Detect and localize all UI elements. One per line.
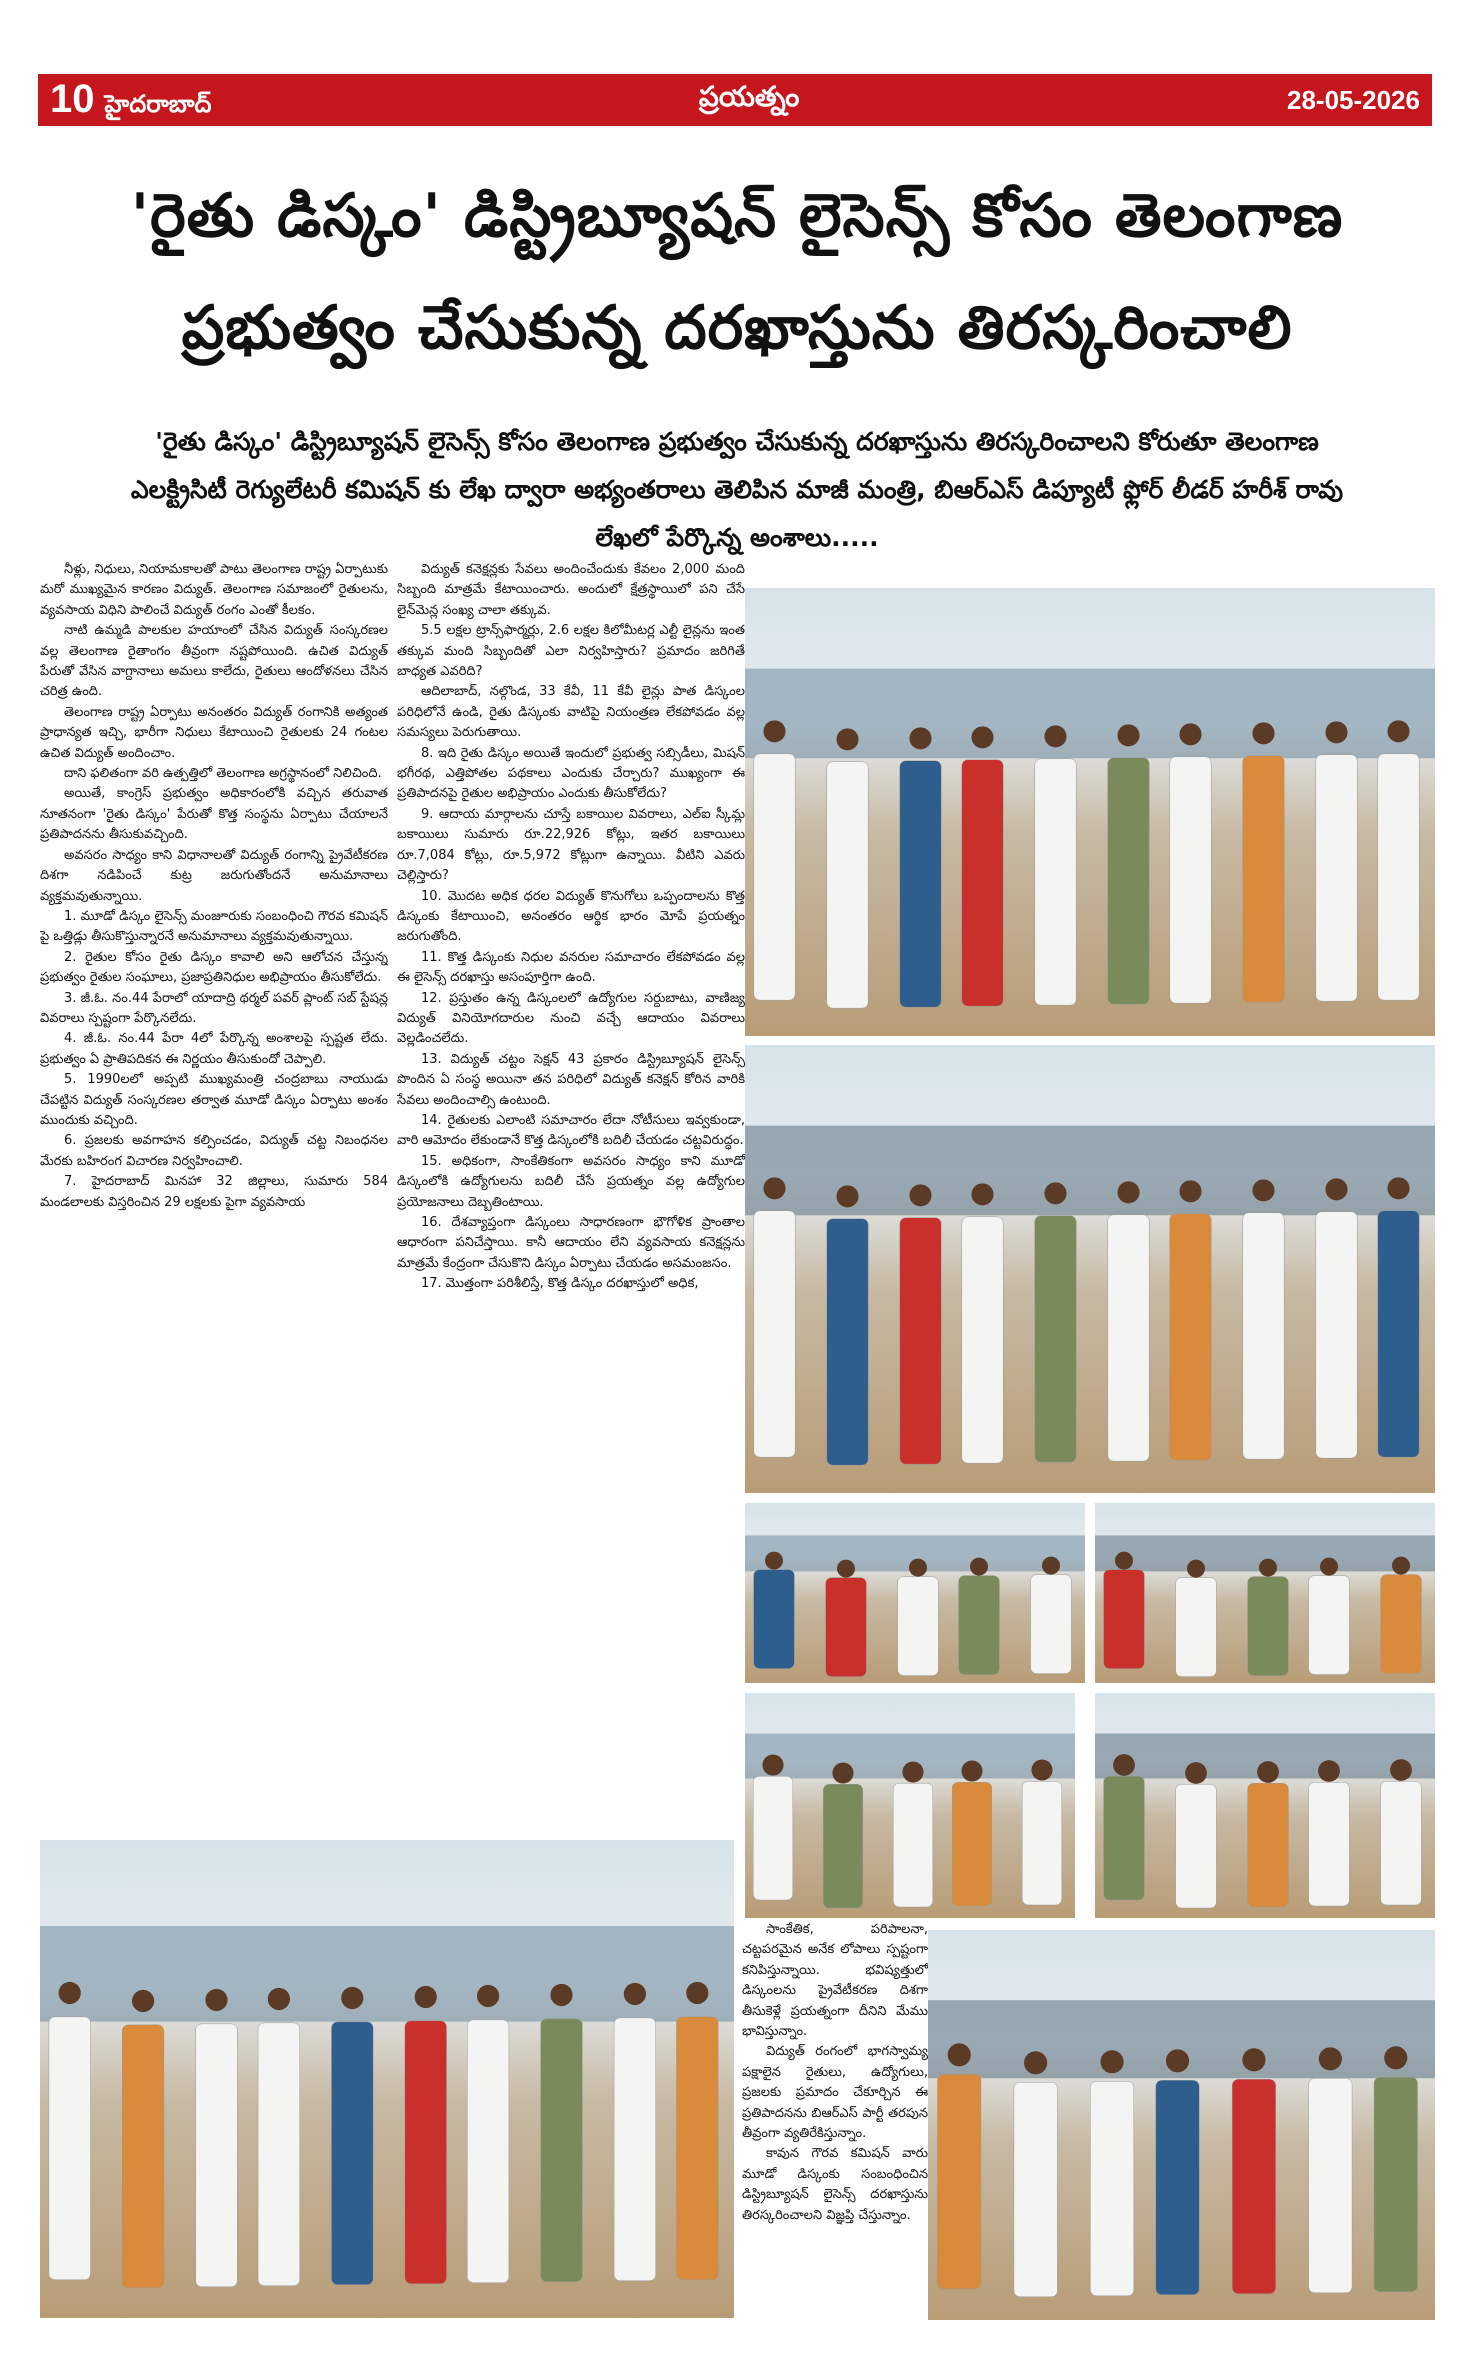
- person-figure: [1316, 721, 1357, 1001]
- article-paragraph: 12. ప్రస్తుతం ఉన్న డిస్కంలలో ఉద్యోగుల సర్దుబాటు, వాణిజ్య విద్యుత్ వినియోగదారుల నుంచి వచ్చే ఆదాయం వివరాలు వెల్లడించలేదు.: [397, 990, 745, 1047]
- article-paragraph: విద్యుత్ కనెక్షన్లకు సేవలు అందించేందుకు కేవలం 2,000 మంది సిబ్బంది మాత్రమే కేటాయించారు. అందులో క్షేత్రస్థాయిలో పని చేసే లైన్‌మెన్ల సంఖ్య చాలా తక్కువ.: [397, 562, 745, 618]
- photo-scene: [745, 1045, 1435, 1493]
- photo-group-small-2: [1095, 1503, 1435, 1683]
- person-figure: [49, 1982, 91, 2280]
- article-paragraph: ఆదిలాబాద్, నల్గొండ, 33 కేవీ, 11 కేవీ లైన్లు పాత డిస్కంల పరిధిలోనే ఉండి, రైతు డిస్కంకు వాటిపై నియంత్రణ లేకపోవడం వల్ల సమస్యలు పెరుగుతాయి.: [397, 684, 745, 741]
- article-column-3: [742, 1920, 928, 2270]
- masthead-bar: [38, 74, 1432, 126]
- person-figure: [614, 1983, 656, 2281]
- publication-date: 28-05-2026: [1286, 84, 1420, 115]
- headline: [40, 160, 1434, 384]
- person-figure: [1378, 1177, 1419, 1457]
- person-figure: [1243, 1179, 1284, 1459]
- person-figure: [1170, 723, 1211, 1003]
- person-figure: [196, 1989, 238, 2287]
- photo-scene: [745, 588, 1435, 1036]
- person-figure: [1090, 2050, 1133, 2296]
- person-figure: [1232, 2048, 1275, 2294]
- article-column-2: [397, 560, 745, 1825]
- photo-paddy-heap-crowd: [745, 1045, 1435, 1493]
- article-paragraph: 3. జీ.ఓ. నం.44 పేరాలో యాదాద్రి థర్మల్ పవర్ ప్లాంట్ సబ్ స్టేషన్ల వివరాలు స్పష్టంగా పేర్కొనలేదు.: [40, 990, 388, 1026]
- person-figure: [1022, 1759, 1062, 1905]
- person-figure: [952, 1760, 992, 1906]
- article-paragraph: 8. ఇది రైతు డిస్కం అయితే ఇందులో ప్రభుత్వ సబ్సిడీలు, మిషన్ భగీరథ, ఎత్తిపోతల పథకాలు ఎందుకు చేర్చారు? ముఖ్యంగా ఈ ప్రతిపాదనపై రైతుల అభిప్రాయం ఎందుకు తీసుకోలేదు?: [397, 745, 745, 802]
- person-figure: [1316, 1178, 1357, 1458]
- person-figure: [1309, 1558, 1350, 1675]
- person-figure: [754, 1177, 795, 1457]
- person-figure: [1248, 1761, 1289, 1907]
- photo-inspection-main: [745, 588, 1435, 1036]
- person-figure: [1014, 2051, 1057, 2297]
- photo-farmer-woman: [40, 1840, 734, 2318]
- article-paragraph: అవసరం సాధ్యం కాని విధానాలతో విద్యుత్ రంగాన్ని ప్రైవేటీకరణ దిశగా నడిపించే కుట్ర జరుగుతోందనే అనుమానాలు వ్యక్తమవుతున్నాయి.: [40, 847, 388, 904]
- person-figure: [1248, 1559, 1289, 1676]
- standfirst-line-2: ఎలక్ట్రిసిటీ రెగ్యులేటరీ కమిషన్ కు లేఖ ద్వారా అభ్యంతరాలు తెలిపిన మాజీ మంత్రి, బిఆర్ఎస్ డిప్యూటీ ఫ్లోర్ లీడర్ హరీశ్ రావు: [130, 475, 1344, 504]
- person-figure: [962, 726, 1003, 1006]
- article-paragraph: 10. మొదట అధిక ధరల విద్యుత్ కొనుగోలు ఒప్పందాలను కొత్త డిస్కంకు కేటాయించి, అనంతరం ఆర్థిక భారం మోపే ప్రయత్నం జరుగుతోంది.: [397, 888, 745, 945]
- article-paragraph: తెలంగాణ రాష్ట్ర ఏర్పాటు అనంతరం విద్యుత్ రంగానికి అత్యంత ప్రాధాన్యత ఇచ్చి, భారీగా నిధులు కేటాయించి రైతులకు 24 గంటల ఉచిత విద్యుత్ అందించాం.: [40, 704, 388, 761]
- person-figure: [258, 1988, 300, 2286]
- headline-line-2: ప్రభుత్వం చేసుకున్న దరఖాస్తును తిరస్కరించాలి: [181, 293, 1293, 363]
- article-paragraph: సాంకేతిక, పరిపాలనా, చట్టపరమైన అనేక లోపాలు స్పష్టంగా కనిపిస్తున్నాయి. భవిష్యత్తులో డిస్కంలను ప్రైవేటీకరణ దిశగా తీసుకెళ్లే ప్రయత్నంగా దీనిని మేము భావిస్తున్నాం.: [742, 1922, 928, 2040]
- person-figure: [1176, 1762, 1217, 1908]
- article-paragraph: నాటి ఉమ్మడి పాలకుల హయాంలో చేసిన విద్యుత్ సంస్కరణల వల్ల తెలంగాణ రైతాంగం తీవ్రంగా నష్టపోయింది. ఉచిత విద్యుత్ పేరుతో వేసిన వాగ్దానాలు అమలు కాలేదు, రైతులు ఆందోళనలు చేసిన చరిత్ర ఉంది.: [40, 623, 388, 700]
- person-figure: [1108, 724, 1149, 1004]
- person-figure: [827, 728, 868, 1008]
- person-figure: [1381, 1759, 1422, 1905]
- person-figure: [1170, 1180, 1211, 1460]
- standfirst: [40, 418, 1434, 562]
- photo-scene: [928, 1930, 1435, 2320]
- photo-scene: [40, 1840, 734, 2318]
- photo-market-yard-walk: [1095, 1693, 1435, 1918]
- person-figure: [676, 1982, 718, 2280]
- photo-scene: [745, 1503, 1085, 1683]
- article-paragraph: దాని ఫలితంగా వరి ఉత్పత్తిలో తెలంగాణ అగ్రస్థానంలో నిలిచింది.: [64, 766, 382, 782]
- person-figure: [405, 1986, 447, 2284]
- article-paragraph: అయితే, కాంగ్రెస్ ప్రభుత్వం అధికారంలోకి వచ్చిన తరువాత నూతనంగా 'రైతు డిస్కం' పేరుతో కొత్త సంస్థను ఏర్పాటు చేయాలనే ప్రతిపాదనను తీసుకువచ్చింది.: [40, 786, 388, 843]
- newspaper-name: ప్రయత్నం: [698, 80, 800, 113]
- person-figure: [1309, 1760, 1350, 1906]
- person-figure: [959, 1558, 1000, 1675]
- person-figure: [1156, 2049, 1199, 2295]
- article-paragraph: 2. రైతుల కోసం రైతు డిస్కం కావాలి అని ఆలోచన చేస్తున్న ప్రభుత్వం రైతుల సంఘాలు, ప్రజాప్రతినిధుల అభిప్రాయం తీసుకోలేదు.: [40, 949, 388, 986]
- article-paragraph: 9. ఆదాయ మార్గాలను చూస్తే బకాయిల వివరాలు, ఎల్ఐ స్కీమ్ల బకాయిలు సుమారు రూ.22,926 కోట్లు, ఇతర బకాయిలు రూ.7,084 కోట్లు, రూ.5,972 కోట్లుగా ఉన్నాయి. వీటిని ఎవరు చెల్లిస్తారు?: [397, 806, 745, 884]
- person-figure: [1035, 725, 1076, 1005]
- article-paragraph: 5.5 లక్షల ట్రాన్స్‌ఫార్మర్లు, 2.6 లక్షల కిలోమీటర్ల ఎల్టీ లైన్లను ఇంత తక్కువ మంది సిబ్బందితో ఎలా నిర్వహిస్తారు? ప్రమాదం జరిగితే బాధ్యత ఎవరిది?: [397, 623, 745, 680]
- person-figure: [754, 720, 795, 1000]
- headline-line-1: 'రైతు డిస్కం' డిస్ట్రిబ్యూషన్ లైసెన్స్ కోసం తెలంగాణ: [130, 181, 1344, 251]
- page-number: 10: [50, 76, 95, 121]
- standfirst-line-1: 'రైతు డిస్కం' డిస్ట్రిబ్యూషన్ లైసెన్స్ కోసం తెలంగాణ ప్రభుత్వం చేసుకున్న దరఖాస్తును తిరస్కరించాలని కోరుతూ తెలంగాణ: [155, 427, 1319, 456]
- person-figure: [1243, 722, 1284, 1002]
- article-paragraph: 17. మొత్తంగా పరిశీలిస్తే, కొత్త డిస్కం దరఖాస్తులో అధిక,: [421, 1276, 699, 1292]
- article-paragraph: 16. దేశవ్యాప్తంగా డిస్కంలు సాధారణంగా భౌగోళిక ప్రాంతాల ఆధారంగా పనిచేస్తాయి. కానీ ఆదాయం లేని వ్యవసాయ కనెక్షన్లను మాత్రమే కేంద్రంగా చేసుకొని డిస్కం ఏర్పాటు చేయడం అసమంజసం.: [397, 1215, 745, 1271]
- article-paragraph: 11. కొత్త డిస్కంకు నిధుల వనరుల సమాచారం లేకపోవడం వల్ల ఈ లైసెన్స్ దరఖాస్తు అసంపూర్తిగా ఉంది.: [397, 949, 745, 986]
- photo-paddy-bags: [928, 1930, 1435, 2320]
- person-figure: [962, 1183, 1003, 1463]
- person-figure: [900, 727, 941, 1007]
- person-figure: [1381, 1557, 1422, 1674]
- person-figure: [900, 1184, 941, 1464]
- person-figure: [1035, 1182, 1076, 1462]
- photo-scene: [745, 1693, 1075, 1918]
- person-figure: [1309, 2047, 1352, 2293]
- person-figure: [467, 1985, 509, 2283]
- person-figure: [827, 1185, 868, 1465]
- article-column-1: [40, 560, 388, 1825]
- person-figure: [1176, 1560, 1217, 1677]
- person-figure: [1108, 1181, 1149, 1461]
- photo-scene: [1095, 1503, 1435, 1683]
- photo-scene: [1095, 1693, 1435, 1918]
- person-figure: [753, 1754, 793, 1900]
- person-figure: [823, 1762, 863, 1908]
- person-figure: [1374, 2046, 1417, 2292]
- person-figure: [1378, 720, 1419, 1000]
- photo-group-small-1: [745, 1503, 1085, 1683]
- article-paragraph: 15. అధికంగా, సాంకేతికంగా అవసరం సాధ్యం కాని మూడో డిస్కంలోకి ఉద్యోగులను బదిలీ చేసే ప్రయత్నం వల్ల ఉద్యోగుల ప్రయోజనాలు దెబ్బతింటాయి.: [397, 1153, 745, 1210]
- article-paragraph: నీళ్లు, నిధులు, నియామకాలతో పాటు తెలంగాణ రాష్ట్ర ఏర్పాటుకు మరో ముఖ్యమైన కారణం విద్యుత్. తెలంగాణ సమాజంలో రైతులను, వ్యవసాయ విధిని పాలించే విద్యుత్ రంగం ఎంతో కీలకం.: [40, 562, 388, 618]
- person-figure: [937, 2043, 980, 2289]
- person-figure: [826, 1560, 867, 1677]
- photo-inspecting-grain: [745, 1693, 1075, 1918]
- article-paragraph: 13. విద్యుత్ చట్టం సెక్షన్ 43 ప్రకారం డిస్ట్రిబ్యూషన్ లైసెన్స్ పొందిన ఏ సంస్థ అయినా తన పరిధిలో విద్యుత్ కనెక్షన్ కోరిన వారికి సేవలు అందించాల్సి ఉంటుంది.: [397, 1051, 745, 1108]
- standfirst-line-3: లేఖలో పేర్కొన్న అంశాలు.....: [595, 523, 879, 552]
- article-paragraph: 4. జీ.ఓ. నం.44 పేరా 4లో పేర్కొన్న అంశాలపై స్పష్టత లేదు. ప్రభుత్వం ఏ ప్రాతిపదికన ఈ నిర్ణయం తీసుకుందో చెప్పాలి.: [40, 1031, 388, 1067]
- person-figure: [1031, 1557, 1072, 1674]
- article-paragraph: 7. హైదరాబాద్ మినహా 32 జిల్లాలు, సుమారు 584 మండలాలకు విస్తరించిన 29 లక్షలకు పైగా వ్యవసాయ: [40, 1174, 388, 1210]
- person-figure: [541, 1984, 583, 2282]
- article-paragraph: విద్యుత్ రంగంలో భాగస్వామ్య పక్షాలైన రైతులు, ఉద్యోగులు, ప్రజలకు ప్రమాదం చేకూర్చిన ఈ ప్రతిపాదనను బిఆర్ఎస్ పార్టీ తరపున తీవ్రంగా వ్యతిరేకిస్తున్నాం.: [742, 2044, 928, 2142]
- article-paragraph: 5. 1990లలో అప్పటి ముఖ్యమంత్రి చంద్రబాబు నాయుడు చేపట్టిన విద్యుత్ సంస్కరణల తర్వాత మూడో డిస్కం ఏర్పాటు అంశం ముందుకు వచ్చింది.: [40, 1072, 388, 1128]
- article-paragraph: కావున గౌరవ కమిషన్ వారు మూడో డిస్కంకు సంబంధించిన డిస్ట్రిబ్యూషన్ లైసెన్స్ దరఖాస్తును తిరస్కరించాలని విజ్ఞప్తి చేస్తున్నాం.: [742, 2146, 928, 2223]
- article-paragraph: 1. మూడో డిస్కం లైసెన్స్ మంజూరుకు సంబంధించి గౌరవ కమిషన్ పై ఒత్తిడ్లు తీసుకొస్తున్నారనే అనుమానాలు వ్యక్తమవుతున్నాయి.: [40, 908, 388, 945]
- person-figure: [331, 1987, 373, 2285]
- masthead-left: [50, 77, 211, 124]
- person-figure: [898, 1559, 939, 1676]
- person-figure: [1104, 1754, 1145, 1900]
- edition-city: హైదరాబాద్: [104, 89, 212, 118]
- person-figure: [122, 1990, 164, 2288]
- person-figure: [893, 1761, 933, 1907]
- article-paragraph: 14. రైతులకు ఎలాంటి సమాచారం లేదా నోటీసులు ఇవ్వకుండా, వారి ఆమోదం లేకుండానే కొత్త డిస్కంలోకి బదిలీ చేయడం చట్టవిరుద్ధం.: [397, 1112, 745, 1149]
- article-paragraph: 6. ప్రజలకు అవగాహన కల్పించడం, విద్యుత్ చట్ట నిబంధనల మేరకు బహిరంగ విచారణ నిర్వహించాలి.: [40, 1133, 388, 1169]
